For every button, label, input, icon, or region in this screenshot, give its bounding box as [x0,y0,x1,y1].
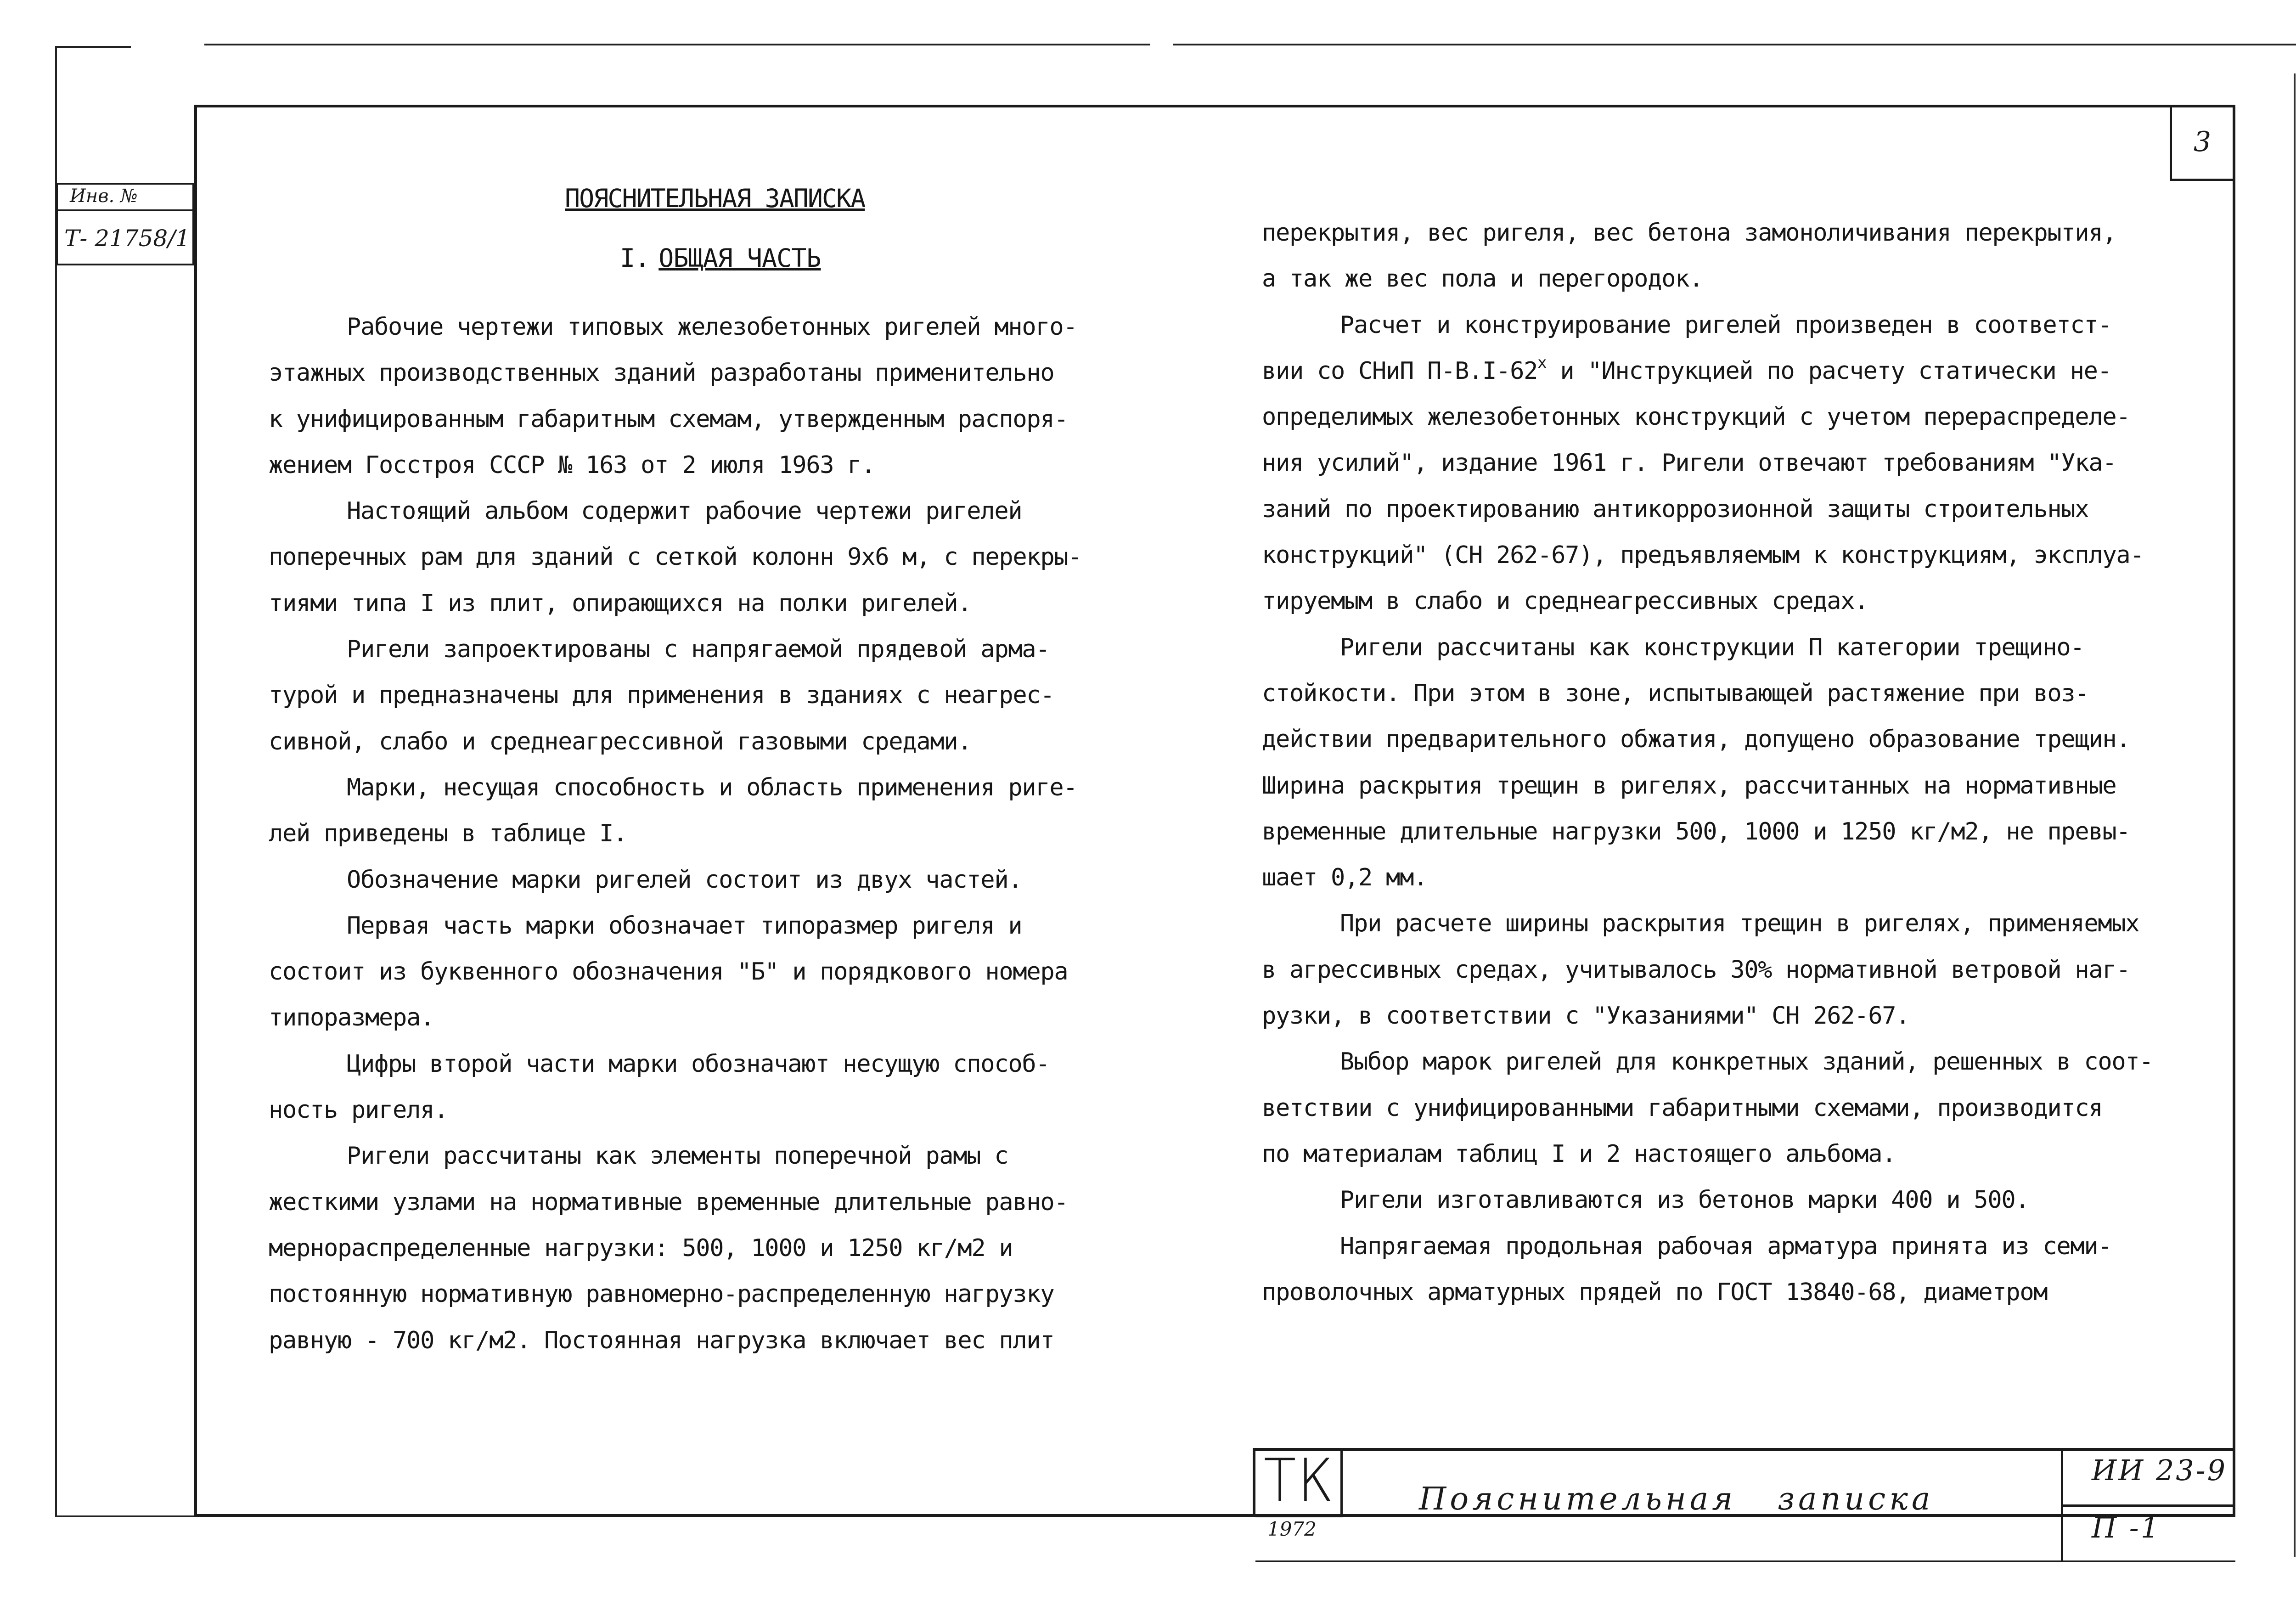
text-line: мернораспределенные нагрузки: 500, 1000 и 1250 кг/м2 и [269,1234,1013,1262]
sheet-edge-line [204,44,1150,45]
text-line: турой и предназначены для применения в зданиях с неагрес- [269,682,1054,710]
title-block-divider [1255,1560,2235,1562]
text-line: сивной, слабо и среднеагрессивной газовыми средами. [269,727,972,755]
document-title: ПОЯСНИТЕЛЬНАЯ ЗАПИСКА [565,184,865,213]
text-line: Ширина раскрытия трещин в ригелях, рассчитанных на нормативные [1262,772,2116,800]
inventory-number: Т- 21758/1 [64,225,190,252]
text-line: Расчет и конструирование ригелей произведен в соответст- [1340,311,2112,339]
text-line: Ригели изготавливаются из бетонов марки 400 и 500. [1340,1186,2029,1214]
text-line: Рабочие чертежи типовых железобетонных ригелей много- [347,313,1077,341]
text-line: лей приведены в таблице I. [269,820,627,848]
text-line: поперечных рам для зданий с сеткой колонн 9х6 м, с перекры- [269,543,1082,571]
text-line: конструкций" (СН 262-67), предъявляемым к конструкциям, эксплуа- [1262,541,2144,569]
text-line: в агрессивных средах, учитывалось 30% нормативной ветровой наг- [1262,956,2130,984]
sheet-edge-line [1173,44,2296,45]
text-line: по материалам таблиц I и 2 настоящего альбома. [1262,1140,1896,1168]
sheet-edge-line [55,46,131,48]
section-heading [620,243,821,273]
title-block-year: 1972 [1267,1518,1317,1540]
title-block-sheet: П -1 [2092,1511,2161,1544]
page-number: 3 [2170,107,2233,181]
section-title: ОБЩАЯ ЧАСТЬ [658,243,821,273]
text-line: жением Госстроя СССР № 163 от 2 июля 1963 г. [269,451,875,479]
text-line: При расчете ширины раскрытия трещин в ригелях, применяемых [1340,910,2139,938]
title-block-divider [1255,1515,1343,1517]
right-text-column [1262,210,2217,1315]
sheet-edge-line [2294,73,2296,1557]
text-line: жесткими узлами на нормативные временные длительные равно- [269,1188,1068,1216]
text-line: постоянную нормативную равномерно-распределенную нагрузку [269,1280,1054,1308]
left-text-column [269,304,1150,1363]
title-block-code: ТК [1264,1447,1335,1515]
text-fragment: и "Инструкцией по расчету статически не- [1546,357,2111,385]
text-line: Цифры второй части марки обозначают несущую способ- [347,1050,1050,1078]
text-fragment: вии со СНиП П-В.I-62 [1262,357,1538,385]
text-line: Ригели рассчитаны как элементы поперечной рамы с [347,1142,1008,1170]
text-line: тиями типа I из плит, опирающихся на полки ригелей. [269,589,972,617]
text-line: временные длительные нагрузки 500, 1000 и 1250 кг/м2, не превы- [1262,817,2130,845]
text-line: Настоящий альбом содержит рабочие чертежи ригелей [347,497,1022,525]
inventory-label: Инв. № [56,183,194,211]
text-line: ность ригеля. [269,1096,448,1124]
text-line: ветствии с унифицированными габаритными схемами, производится [1262,1094,2103,1122]
text-line: Ригели рассчитаны как конструкции П категории трещино- [1340,633,2084,661]
text-line: проволочных арматурных прядей по ГОСТ 13840-68, диаметром [1262,1278,2048,1306]
text-line: типоразмера. [269,1004,434,1032]
title-block-divider [2061,1504,2235,1507]
text-line: равную - 700 кг/м2. Постоянная нагрузка включает вес плит [269,1326,1054,1354]
text-line: состоит из буквенного обозначения "Б" и порядкового номера [269,958,1068,986]
superscript-mark: х [1537,353,1547,372]
text-line: Обозначение марки ригелей состоит из двух частей. [347,866,1022,894]
text-line: Ригели запроектированы с напрягаемой прядевой арма- [347,636,1050,664]
sheet-edge-line [55,46,57,1515]
text-line [1262,348,2217,394]
text-line: Марки, несущая способность и область применения риге- [347,773,1077,801]
text-line: рузки, в соответствии с "Указаниями" СН 262-67. [1262,1002,1910,1030]
text-line: Напрягаемая продольная рабочая арматура принята из семи- [1340,1232,2112,1260]
text-line: действии предварительного обжатия, допущено образование трещин. [1262,726,2130,754]
text-line: шает 0,2 мм. [1262,864,1428,892]
section-number: I. [620,243,650,273]
title-block-series: ИИ 23-9 [2092,1453,2228,1487]
title-block-title: Пояснительная записка [1419,1481,1934,1517]
text-line: Первая часть марки обозначает типоразмер ригеля и [347,912,1022,940]
text-line: этажных производственных зданий разработаны применительно [269,359,1054,387]
text-line: ния усилий", издание 1961 г. Ригели отвечают требованиям "Ука- [1262,449,2116,477]
text-line: заний по проектированию антикоррозионной защиты строительных [1262,495,2089,523]
text-line: стойкости. При этом в зоне, испытывающей растяжение при воз- [1262,679,2089,707]
text-line: тируемым в слабо и среднеагрессивных средах. [1262,587,1868,615]
text-line: к унифицированным габаритным схемам, утвержденным распоря- [269,405,1068,433]
text-line: Выбор марок ригелей для конкретных зданий, решенных в соот- [1340,1048,2153,1076]
text-line: а так же вес пола и перегородок. [1262,265,1703,293]
text-line: перекрытия, вес ригеля, вес бетона замоноличивания перекрытия, [1262,219,2116,247]
text-line: определимых железобетонных конструкций с учетом перераспределе- [1262,403,2130,431]
